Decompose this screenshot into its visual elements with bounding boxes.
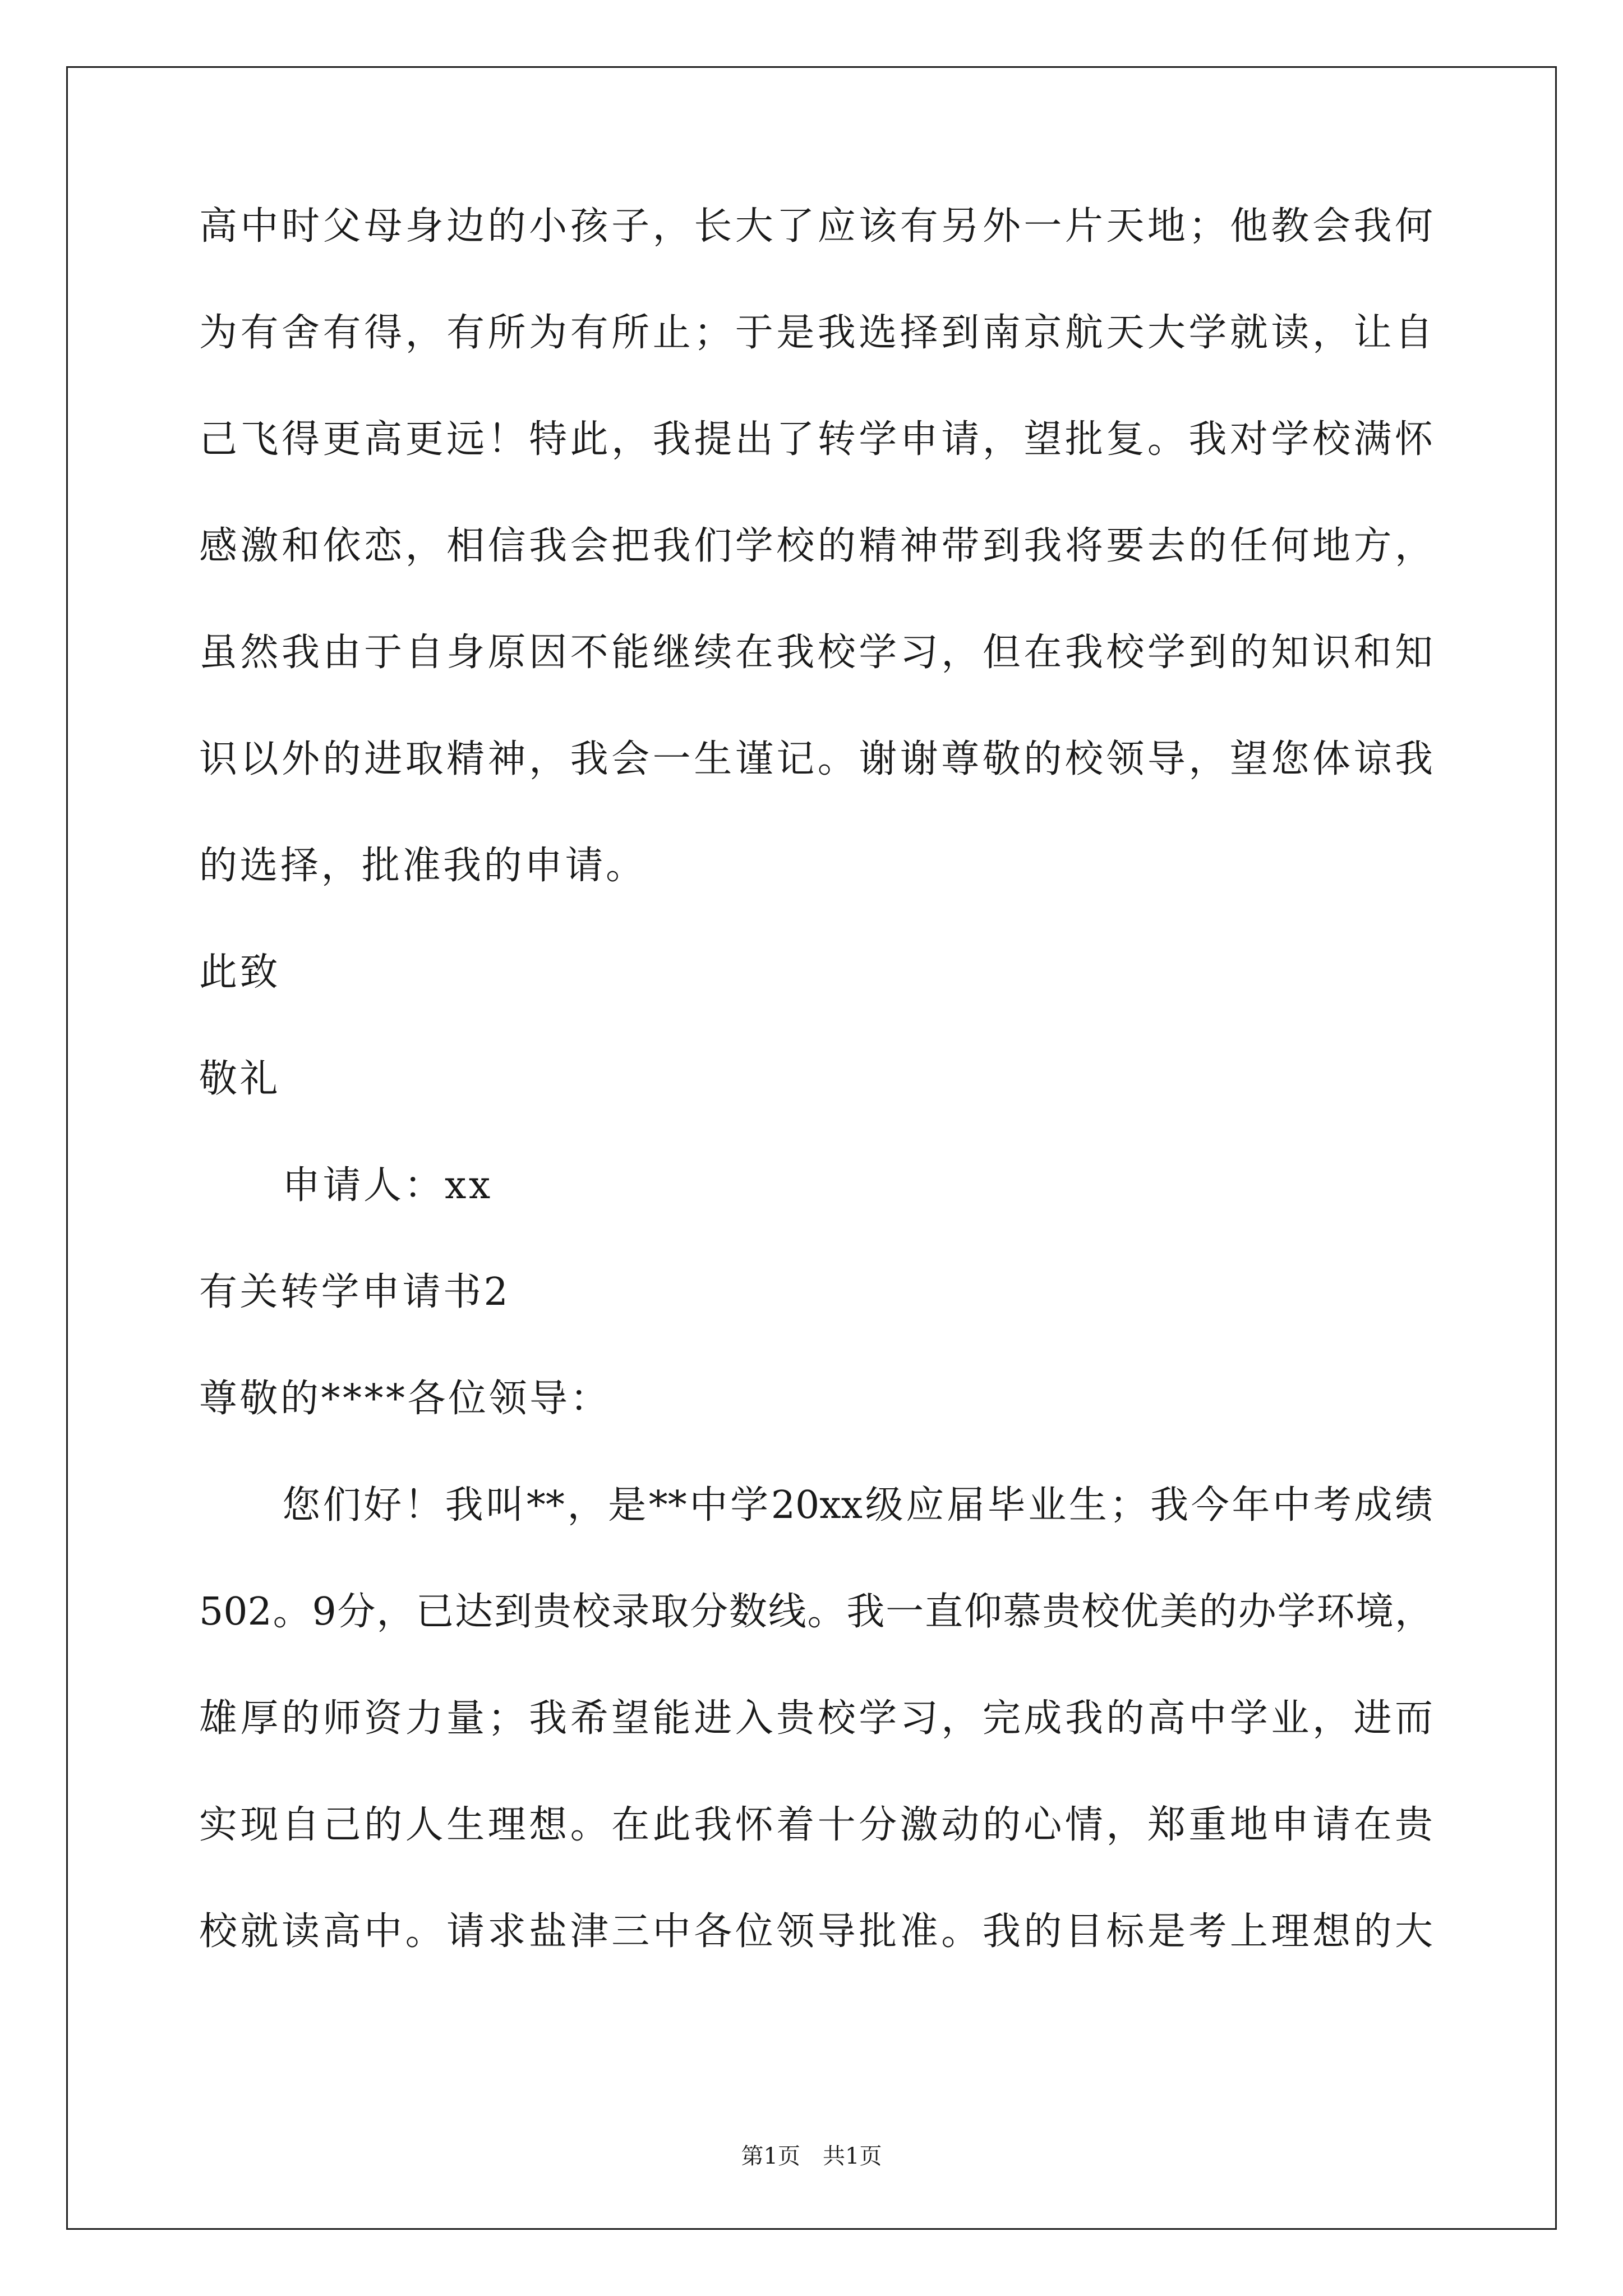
section-title: 有关转学申请书2 [199,1270,511,1314]
body-line: 雄厚的师资力量；我希望能进入贵校学习，完成我的高中学业，进而 [199,1696,1433,1741]
body-line: 实现自己的人生理想。在此我怀着十分激动的心情，郑重地申请在贵 [199,1803,1433,1847]
body-line: 高中时父母身边的小孩子，长大了应该有另外一片天地；他教会我何 [199,204,1433,249]
body-line: 感激和依恋，相信我会把我们学校的精神带到我将要去的任何地方， [199,524,1433,568]
body-line: 校就读高中。请求盐津三中各位领导批准。我的目标是考上理想的大 [199,1910,1433,1954]
body-line: 为有舍有得，有所为有所止；于是我选择到南京航天大学就读，让自 [199,311,1433,355]
greeting: 尊敬的****各位领导： [199,1377,611,1421]
closing-salutation: 此致 [199,950,281,995]
body-line: 的选择，批准我的申请。 [199,844,647,888]
document-body [199,204,1433,2019]
body-line: 502。9分，已达到贵校录取分数线。我一直仰慕贵校优美的办学环境， [199,1590,1433,1634]
body-line: 识以外的进取精神，我会一生谨记。谢谢尊敬的校领导，望您体谅我 [199,737,1433,781]
body-line: 虽然我由于自身原因不能继续在我校学习，但在我校学到的知识和知 [199,631,1433,675]
page-number: 第1页 共1页 [741,2143,882,2169]
closing-regards: 敬礼 [199,1057,281,1101]
body-line: 己飞得更高更远！特此，我提出了转学申请，望批复。我对学校满怀 [199,417,1433,462]
body-line: 您们好！我叫**，是**中学20xx级应届毕业生；我今年中考成绩 [282,1483,1433,1527]
applicant-signature: 申请人：xx [282,1163,493,1208]
